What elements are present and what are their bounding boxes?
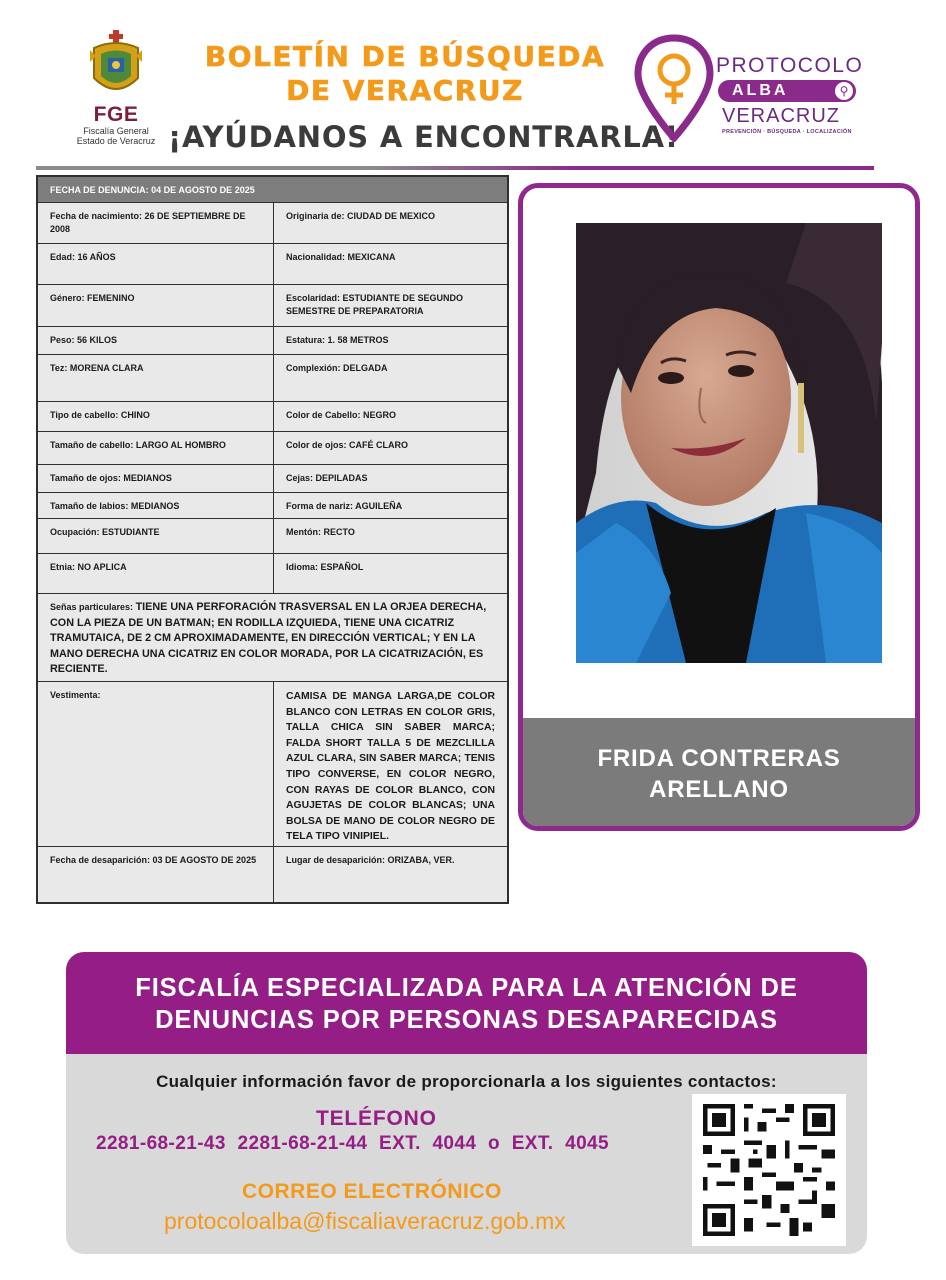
table-row (38, 355, 507, 402)
table-cell: Complexión: DELGADA (286, 363, 388, 373)
distinguishing-marks-row (38, 594, 507, 682)
contact-panel (66, 952, 867, 1254)
contact-instructions: Cualquier información favor de proporcionarla a los siguientes contactos: (156, 1072, 777, 1091)
distinguishing-marks (38, 594, 507, 681)
table-cell: Tamaño de labios: MEDIANOS (38, 493, 274, 518)
bulletin-title-line-2: DE VERACRUZ (286, 74, 524, 107)
email-label: CORREO ELECTRÓNICO (242, 1180, 502, 1203)
email-address[interactable]: protocoloalba@fiscaliaveracruz.gob.mx (164, 1208, 566, 1234)
table-cell: Estatura: 1. 58 METROS (286, 335, 389, 345)
table-cell: Ocupación: ESTUDIANTE (38, 519, 274, 553)
table-cell: Tamaño de ojos: MEDIANOS (38, 465, 274, 492)
table-cell: Originaria de: CIUDAD DE MEXICO (286, 211, 436, 221)
table-row (38, 327, 507, 355)
table-cell: Cejas: DEPILADAS (286, 473, 368, 483)
table-cell: Mentón: RECTO (286, 527, 355, 537)
alba-tagline: PREVENCIÓN · BÚSQUEDA · LOCALIZACIÓN (722, 129, 852, 135)
prosecutor-title-line-1: FISCALÍA ESPECIALIZADA PARA LA ATENCIÓN DE (135, 974, 798, 1002)
distinguishing-marks-label: Señas particulares: (50, 602, 134, 612)
header-divider (36, 166, 874, 170)
alba-pill (718, 80, 856, 102)
table-cell: Tamaño de cabello: LARGO AL HOMBRO (38, 432, 274, 464)
table-row (38, 554, 507, 594)
fge-subtitle-1: Fiscalía General (83, 126, 149, 136)
name-line-2: ARELLANO (649, 776, 789, 803)
veracruz-crest-icon (86, 30, 146, 104)
table-cell: Peso: 56 KILOS (38, 327, 274, 354)
table-cell: Escolaridad: ESTUDIANTE DE SEGUNDO SEMESTRE DE PREPARATORIA (286, 293, 464, 316)
prosecutor-title-line-2: DENUNCIAS POR PERSONAS DESAPARECIDAS (155, 1006, 778, 1034)
table-row (38, 432, 507, 465)
alba-word-veracruz: VERACRUZ (722, 105, 841, 127)
name-line-1: FRIDA CONTRERAS (597, 745, 841, 772)
table-cell: Nacionalidad: MEXICANA (286, 252, 396, 262)
table-row (38, 847, 507, 902)
table-header-row (38, 177, 507, 203)
venus-pin-icon (634, 34, 714, 142)
phone-numbers[interactable]: 2281-68-21-43 2281-68-21-44 EXT. 4044 o EXT. 4045 (96, 1133, 609, 1154)
table-row (38, 493, 507, 519)
table-cell: Etnia: NO APLICA (38, 554, 274, 593)
table-cell: Edad: 16 AÑOS (38, 244, 274, 284)
clothing-row (38, 682, 507, 847)
phone-label: TELÉFONO (316, 1107, 437, 1130)
protocolo-alba-logo (634, 34, 870, 144)
table-row (38, 465, 507, 493)
clothing-label: Vestimenta: (38, 682, 274, 846)
table-cell: Género: FEMENINO (38, 285, 274, 326)
missing-person-name (523, 743, 915, 805)
bulletin-title-line-1: BOLETÍN DE BÚSQUEDA (204, 40, 606, 73)
table-cell: Forma de nariz: AGUILEÑA (286, 501, 403, 511)
table-row (38, 402, 507, 432)
missing-person-card (518, 183, 920, 831)
qr-code-icon (702, 1104, 836, 1236)
table-cell: Fecha de nacimiento: 26 DE SEPTIEMBRE DE 2008 (38, 203, 274, 243)
magnifier-icon: ⚲ (835, 82, 853, 100)
disappearance-date: Fecha de desaparición: 03 DE AGOSTO DE 2025 (38, 847, 274, 902)
person-details-table (36, 175, 509, 904)
table-cell: Tez: MORENA CLARA (38, 355, 274, 401)
table-cell: Tipo de cabello: CHINO (38, 402, 274, 431)
fge-short-name: FGE (93, 103, 139, 126)
table-row (38, 244, 507, 285)
clothing-value: CAMISA DE MANGA LARGA,DE COLOR BLANCO CON LETRAS EN COLOR GRIS, TALLA CHICA SIN SABER MARCA; FALDA SHORT TALLA 5 DE MEZCLILLA AZUL CLARA, SIN SABER MARCA; TENIS TIPO CONVERSE, EN COLOR NEGRO, CON RAYAS DE COLOR BLANCO, CON AGUJETAS DE COLOR BLANCAS; UNA BOLSA DE MANO DE COLOR NEGRO DE TELA TIPO VINIPIEL. (286, 691, 495, 843)
table-row (38, 203, 507, 244)
prosecutor-office-title (66, 972, 867, 1036)
table-cell: Color de Cabello: NEGRO (286, 410, 397, 420)
table-cell: Idioma: ESPAÑOL (286, 562, 364, 572)
help-find-her-title: ¡AYÚDANOS A ENCONTRARLA! (168, 120, 679, 154)
fge-subtitle-2: Estado de Veracruz (76, 136, 156, 146)
distinguishing-marks-value: TIENE UNA PERFORACIÓN TRASVERSAL EN LA ORJEA DERECHA, CON LA PIEZA DE UN BATMAN; EN RODILLA IZQUIEDA, TIENE UNA CICATRIZ TRAMUTAICA, DE 2 CM APROXIMADAMENTE, EN DIRECCIÓN VERTICAL; Y EN LA MANO DERECHA UNA CICATRIZ EN COLOR MORADA, POR LA CICATRIZACIÓN, ES RECIENTE. (50, 601, 487, 675)
missing-person-photo (576, 223, 882, 663)
table-row (38, 519, 507, 554)
table-cell: Color de ojos: CAFÉ CLARO (286, 440, 408, 450)
alba-word-protocolo: PROTOCOLO (716, 54, 864, 77)
table-row (38, 285, 507, 327)
report-date: FECHA DE DENUNCIA: 04 DE AGOSTO DE 2025 (50, 185, 255, 195)
alba-pill-label: ALBA (732, 82, 789, 99)
qr-code-box[interactable] (692, 1094, 846, 1246)
disappearance-place: Lugar de desaparición: ORIZABA, VER. (286, 855, 455, 865)
